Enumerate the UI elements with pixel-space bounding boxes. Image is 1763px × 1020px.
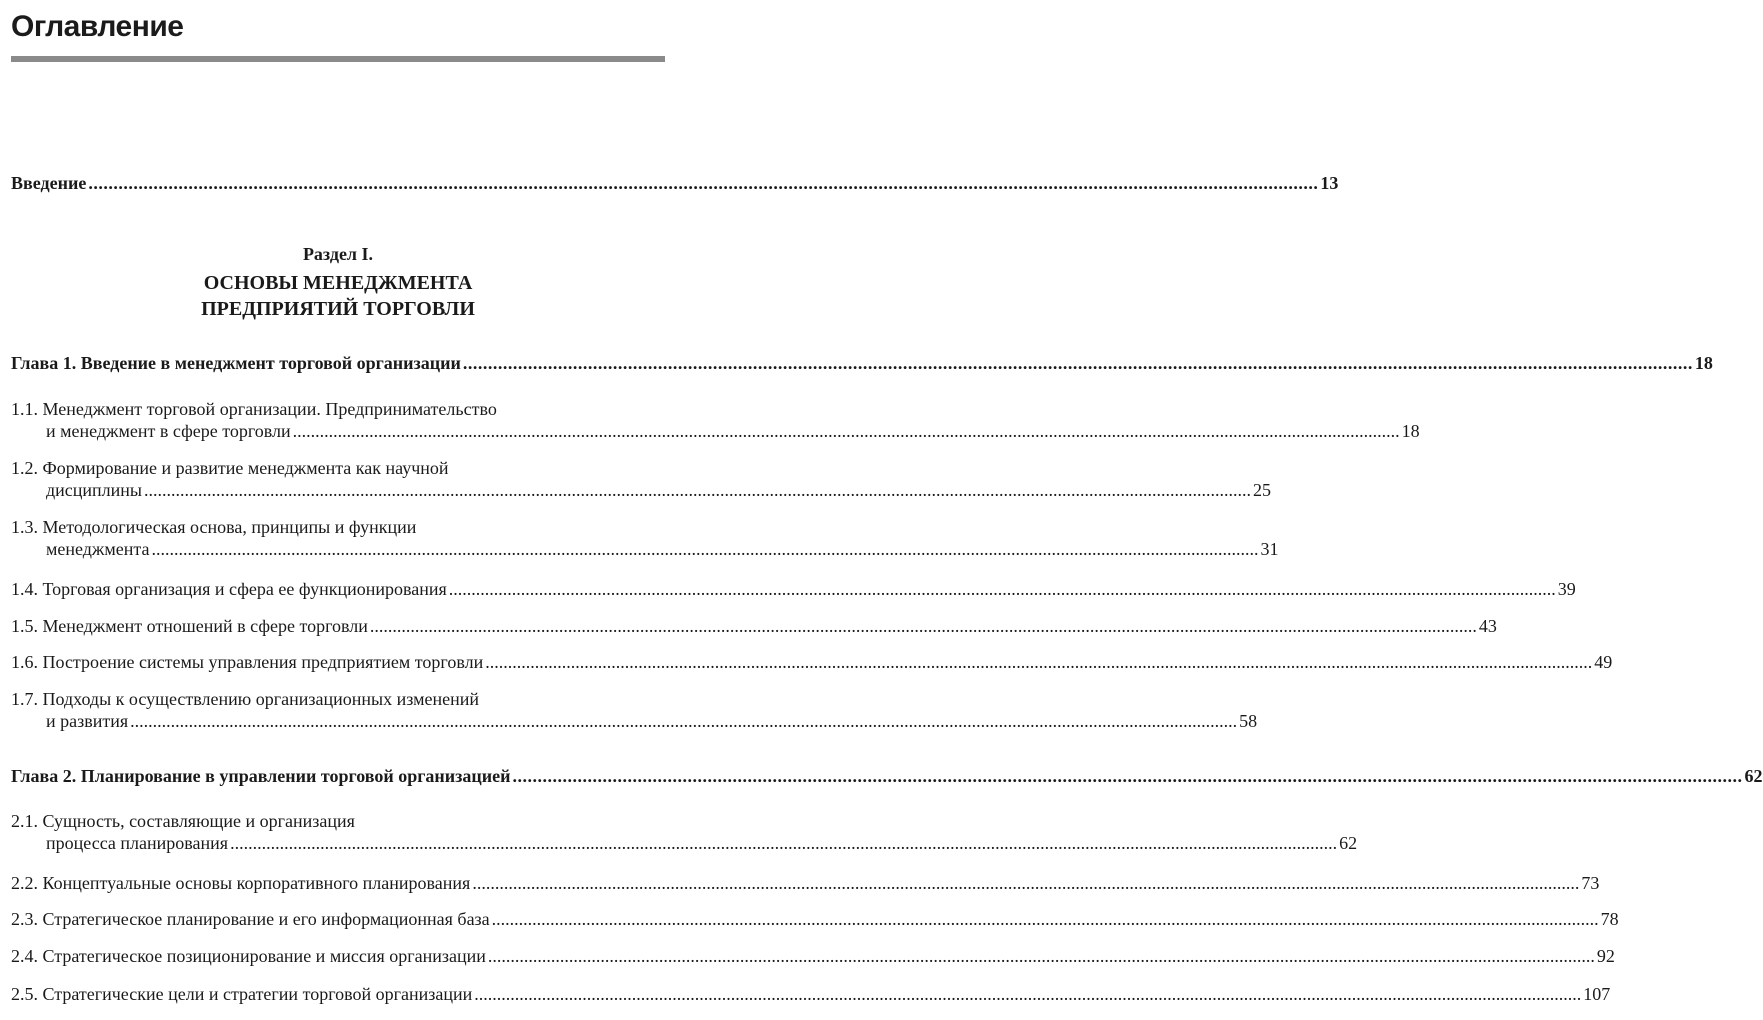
toc-item-text: 1.7. Подходы к осуществлению организационных изменений [11,689,479,709]
toc-item-text: дисциплины [46,480,143,500]
toc-item-1-6[interactable] [11,651,1613,673]
page-title: Оглавление [11,10,184,43]
toc-item-1-2[interactable] [11,457,1272,501]
toc-item-page: 73 [1581,873,1600,893]
toc-item-2-5[interactable] [11,983,1611,1005]
toc-intro[interactable] [11,172,1339,194]
toc-item-page: 78 [1600,909,1619,929]
toc-item-text: процесса планирования [46,833,229,853]
toc-item-page: 62 [1339,833,1358,853]
toc-item-page: 58 [1239,711,1258,731]
toc-item-text: 2.3. Стратегическое планирование и его информационная база [11,909,490,929]
toc-item-page: 43 [1478,616,1497,636]
toc-item-1-4[interactable] [11,578,1576,600]
dot-leader [230,832,1337,854]
toc-item-text: и развития [46,711,129,731]
dot-leader [485,651,1592,673]
dot-leader [472,872,1579,894]
toc-chapter-2-label: Глава 2. Планирование в управлении торговой организацией [11,766,511,786]
toc-item-page: 49 [1594,652,1613,672]
toc-chapter-2[interactable] [11,765,1763,787]
toc-item-text: 2.4. Стратегическое позиционирование и миссия организации [11,946,486,966]
title-rule [11,56,665,62]
dot-leader [513,765,1743,787]
toc-intro-label: Введение [11,173,87,193]
toc-item-text: 1.4. Торговая организация и сфера ее функционирования [11,579,447,599]
toc-chapter-1-page: 18 [1694,353,1713,373]
toc-item-page: 39 [1557,579,1576,599]
toc-item-text: 1.2. Формирование и развитие менеджмента как научной [11,458,449,478]
dot-leader [449,578,1556,600]
dot-leader [293,420,1400,442]
toc-item-page: 107 [1583,984,1611,1004]
toc-item-text: 2.2. Концептуальные основы корпоративного планирования [11,873,471,893]
part-label: Раздел I. [302,244,374,264]
toc-item-page: 18 [1401,421,1420,441]
toc-item-text: 1.1. Менеджмент торговой организации. Предпринимательство [11,399,497,419]
toc-item-page: 92 [1596,946,1615,966]
toc-item-1-7[interactable] [11,688,1258,732]
toc-item-1-5[interactable] [11,615,1497,637]
toc-item-text: 1.5. Менеджмент отношений в сфере торговли [11,616,368,636]
toc-item-text: 1.6. Построение системы управления предприятием торговли [11,652,484,672]
toc-item-2-3[interactable] [11,908,1619,930]
toc-item-2-2[interactable] [11,872,1600,894]
dot-leader [488,945,1595,967]
dot-leader [463,352,1693,374]
dot-leader [144,479,1251,501]
toc-item-2-1[interactable] [11,810,1358,854]
toc-item-page: 31 [1260,539,1279,559]
dot-leader [151,538,1258,560]
toc-item-1-1[interactable] [11,398,1420,442]
dot-leader [88,172,1318,194]
part-title-line1: ОСНОВЫ МЕНЕДЖМЕНТА [203,272,473,294]
dot-leader [492,908,1599,930]
dot-leader [474,983,1581,1005]
toc-intro-page: 13 [1320,173,1339,193]
toc-item-text: 2.1. Сущность, составляющие и организация [11,811,355,831]
toc-chapter-1[interactable] [11,352,1713,374]
part-title-line2: ПРЕДПРИЯТИЙ ТОРГОВЛИ [201,298,475,320]
dot-leader [370,615,1477,637]
toc-chapter-1-label: Глава 1. Введение в менеджмент торговой организации [11,353,461,373]
toc-chapter-2-page: 62 [1744,766,1763,786]
toc-item-text: 1.3. Методологическая основа, принципы и функции [11,517,417,537]
toc-item-page: 25 [1253,480,1272,500]
toc-item-text: 2.5. Стратегические цели и стратегии торговой организации [11,984,473,1004]
toc-item-text: менеджмента [46,539,150,559]
toc-item-text: и менеджмент в сфере торговли [46,421,291,441]
dot-leader [130,710,1237,732]
toc-item-2-4[interactable] [11,945,1615,967]
toc-item-1-3[interactable] [11,516,1279,560]
